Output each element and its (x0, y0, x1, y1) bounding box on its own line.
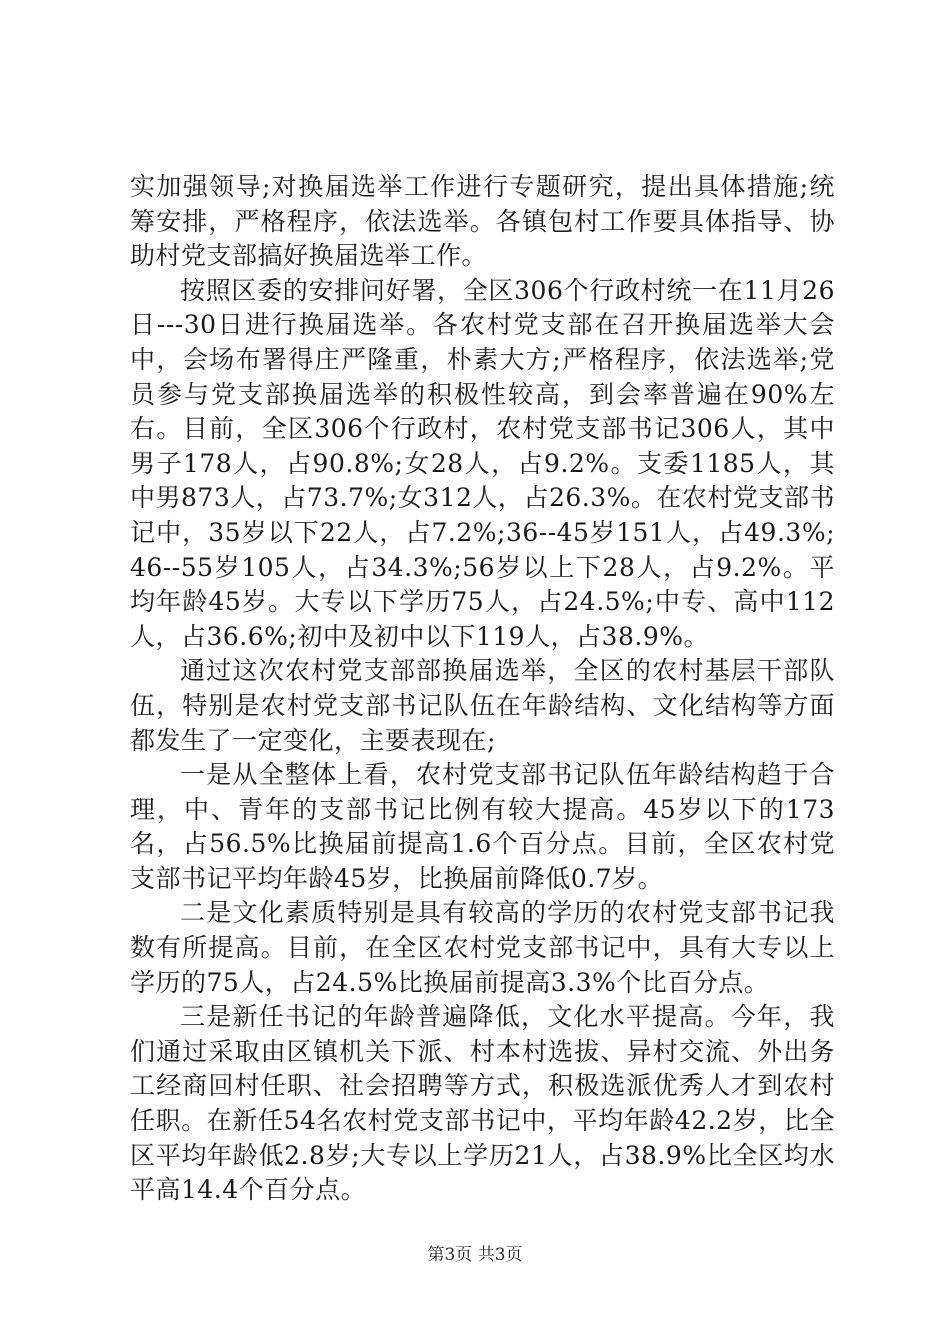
page-number-footer: 第3页 共3页 (427, 1245, 523, 1265)
paragraph-point-three: 三是新任书记的年龄普遍降低，文化水平提高。今年，我们通过采取由区镇机关下派、村本村选拔、异村交流、外出务工经商回村任职、社会招聘等方式，积极选派优秀人才到农村任职。在新任54名农村党支部书记中，平均年龄42.2岁，比全区平均年龄低2.8岁;大专以上学历21人，占38.9%比全区均水平高14.4个百分点。 (130, 1002, 835, 1205)
paragraph-changes-intro: 通过这次农村党支部部换届选举，全区的农村基层干部队伍，特别是农村党支部书记队伍在年龄结构、文化结构等方面都发生了一定变化，主要表现在; (130, 656, 835, 755)
paragraph-point-one: 一是从全整体上看，农村党支部书记队伍年龄结构趋于合理，中、青年的支部书记比例有较大提高。45岁以下的173名，占56.5%比换届前提高1.6个百分点。目前，全区农村党支部书记平均年龄45岁，比换届前降低0.7岁。 (130, 760, 835, 893)
paragraph-point-two: 二是文化素质特别是具有较高的学历的农村党支部书记我数有所提高。目前，在全区农村党支部书记中，具有大专以上学历的75人，占24.5%比换届前提高3.3%个比百分点。 (130, 898, 835, 997)
document-body (130, 170, 835, 1208)
paragraph-election-schedule: 按照区委的安排问好署，全区306个行政村统一在11月26日---30日进行换届选举。各农村党支部在召开换届选举大会中，会场布署得庄严隆重，朴素大方;严格程序，依法选举;党员参与党支部换届选举的积极性较高，到会率普遍在90%左右。目前，全区306个行政村，农村党支部书记306人，其中男子178人，占90.8%;女28人，占9.2%。支委1185人，其中男873人，占73.7%;女312人，占26.3%。在农村党支部书记中，35岁以下22人，占7.2%;36--45岁151人，占49.3%;46--55岁105人，占34.3%;56岁以上下28人，占9.2%。平均年龄45岁。大专以下学历75人，占24.5%;中专、高中112人，占36.6%;初中及初中以下119人，占38.9%。 (130, 275, 835, 651)
paragraph-continuation: 实加强领导;对换届选举工作进行专题研究，提出具体措施;统筹安排，严格程序，依法选举。各镇包村工作要具体指导、协助村党支部搞好换届选举工作。 (130, 172, 835, 271)
